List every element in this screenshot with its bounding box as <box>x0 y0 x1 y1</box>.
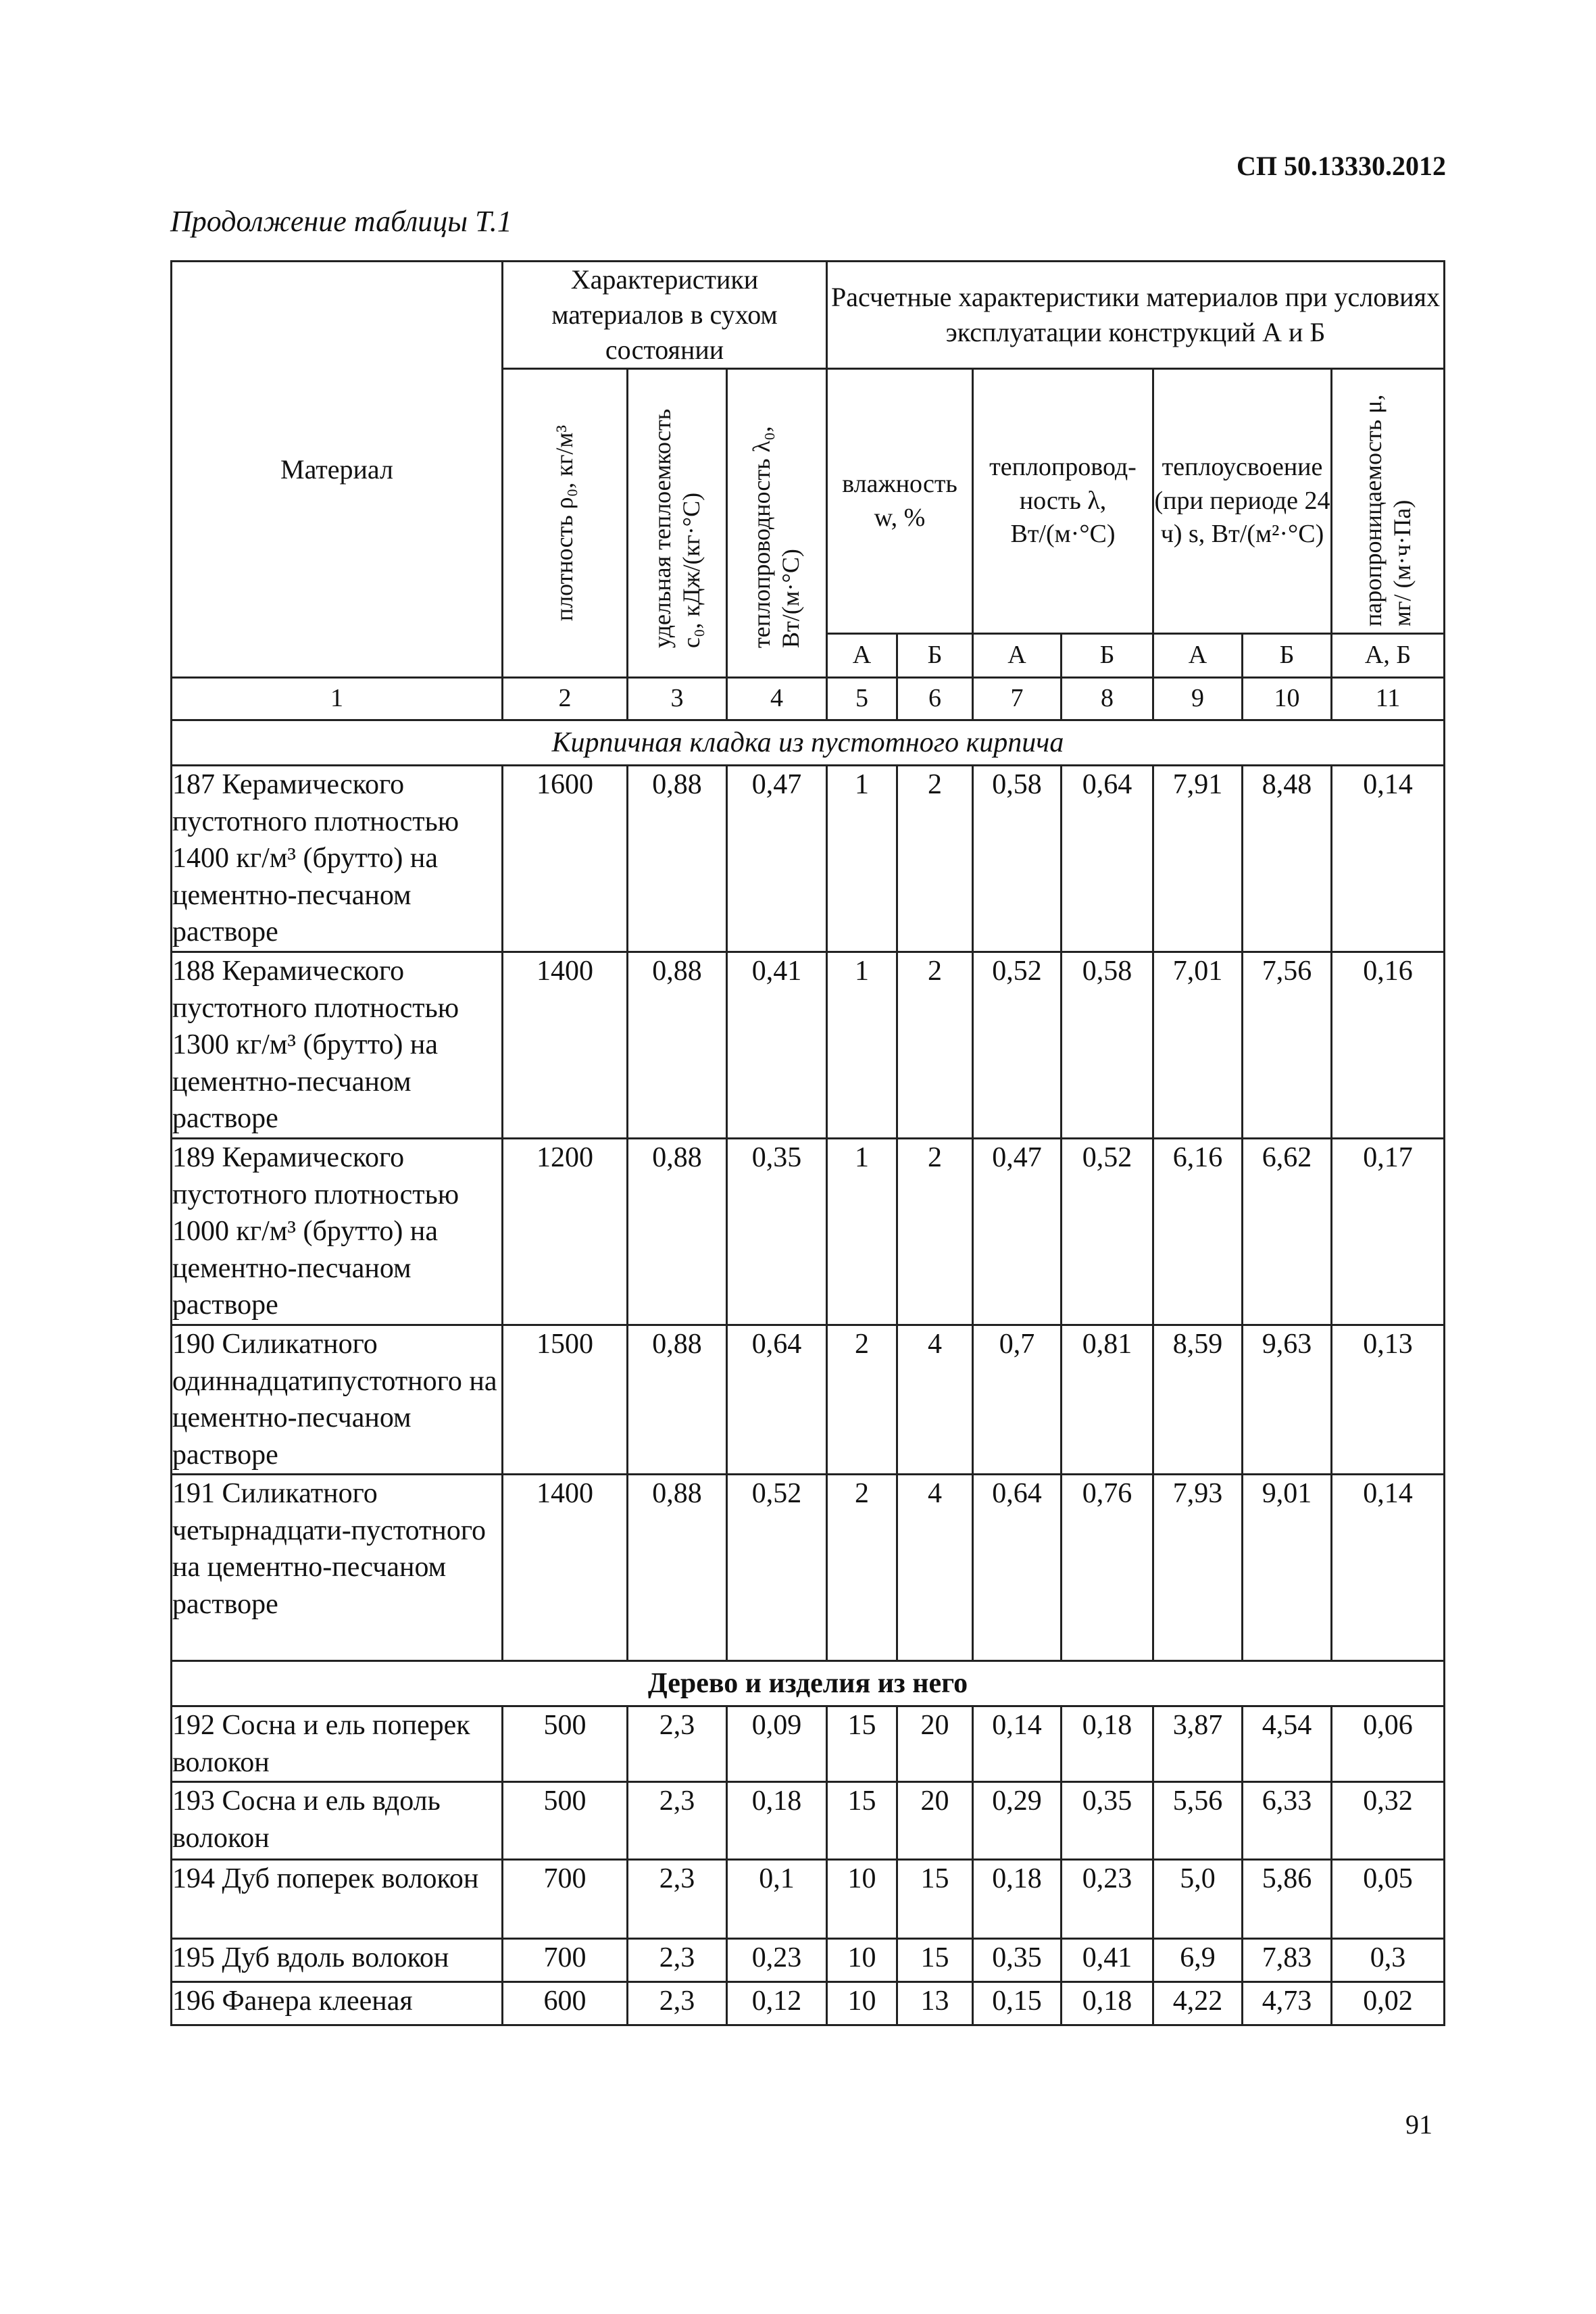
material-name: 187 Керамического пустотного плотностью 1400 кг/м³ (брутто) на цементно-песчаном растворе <box>172 766 503 952</box>
value-cell: 2,3 <box>628 1939 727 1982</box>
value-cell: 1 <box>827 1138 897 1325</box>
table-continuation-caption: Продолжение таблицы Т.1 <box>170 205 512 238</box>
value-cell: 8,59 <box>1153 1325 1243 1474</box>
section-brick <box>172 720 1445 766</box>
section-wood-title: Дерево и изделия из него <box>172 1661 1445 1706</box>
value-cell: 15 <box>897 1860 973 1939</box>
column-number: 2 <box>503 678 628 720</box>
value-cell: 4 <box>897 1325 973 1474</box>
value-cell: 0,14 <box>1332 766 1445 952</box>
value-cell: 0,41 <box>1062 1939 1153 1982</box>
value-cell: 1400 <box>503 952 628 1138</box>
table-row <box>172 766 1445 952</box>
value-cell: 4,22 <box>1153 1982 1243 2025</box>
section-wood <box>172 1661 1445 1706</box>
value-cell: 0,52 <box>1062 1138 1153 1325</box>
condition-label: Б <box>1062 634 1153 678</box>
column-number: 1 <box>172 678 503 720</box>
value-cell: 0,88 <box>628 1325 727 1474</box>
value-cell: 2 <box>827 1325 897 1474</box>
material-name: 190 Силикатного одиннадцатипустотного на цементно-песчаном растворе <box>172 1325 503 1474</box>
value-cell: 0,47 <box>973 1138 1062 1325</box>
value-cell: 0,17 <box>1332 1138 1445 1325</box>
value-cell: 1 <box>827 952 897 1138</box>
value-cell: 0,05 <box>1332 1860 1445 1939</box>
value-cell: 10 <box>827 1860 897 1939</box>
material-name: 195 Дуб вдоль волокон <box>172 1939 503 1982</box>
value-cell: 6,9 <box>1153 1939 1243 1982</box>
value-cell: 0,35 <box>973 1939 1062 1982</box>
value-cell: 2 <box>897 952 973 1138</box>
value-cell: 500 <box>503 1706 628 1782</box>
value-cell: 0,88 <box>628 952 727 1138</box>
condition-label: А, Б <box>1332 634 1445 678</box>
material-name: 196 Фанера клееная <box>172 1982 503 2025</box>
value-cell: 0,47 <box>727 766 827 952</box>
value-cell: 0,18 <box>973 1860 1062 1939</box>
table-row <box>172 1982 1445 2025</box>
document-code: СП 50.13330.2012 <box>1237 151 1446 181</box>
value-cell: 4,73 <box>1243 1982 1332 2025</box>
value-cell: 5,56 <box>1153 1782 1243 1860</box>
table-row <box>172 1939 1445 1982</box>
value-cell: 0,35 <box>1062 1782 1153 1860</box>
value-cell: 0,81 <box>1062 1325 1153 1474</box>
column-number: 10 <box>1243 678 1332 720</box>
header-heat-capacity: удельная теплоемкость c₀, кДж/(кг·°С) <box>628 369 727 678</box>
column-number: 4 <box>727 678 827 720</box>
table-row <box>172 1782 1445 1860</box>
value-cell: 0,88 <box>628 1138 727 1325</box>
value-cell: 7,91 <box>1153 766 1243 952</box>
value-cell: 7,01 <box>1153 952 1243 1138</box>
value-cell: 2 <box>897 1138 973 1325</box>
value-cell: 0,23 <box>727 1939 827 1982</box>
header-conductivity-dry: теплопроводность λ₀, Вт/(м·°С) <box>727 369 827 678</box>
table-row <box>172 952 1445 1138</box>
value-cell: 15 <box>827 1706 897 1782</box>
value-cell: 0,18 <box>1062 1982 1153 2025</box>
value-cell: 9,01 <box>1243 1475 1332 1661</box>
value-cell: 7,56 <box>1243 952 1332 1138</box>
value-cell: 2,3 <box>628 1782 727 1860</box>
material-name: 192 Сосна и ель поперек волокон <box>172 1706 503 1782</box>
value-cell: 13 <box>897 1982 973 2025</box>
value-cell: 4 <box>897 1475 973 1661</box>
material-name: 188 Керамического пустотного плотностью 1300 кг/м³ (брутто) на цементно-песчаном растворе <box>172 952 503 1138</box>
header-heat-absorption: теплоусвоение (при периоде 24 ч) s, Вт/(м²·°С) <box>1153 369 1332 634</box>
column-number: 8 <box>1062 678 1153 720</box>
value-cell: 1500 <box>503 1325 628 1474</box>
value-cell: 7,83 <box>1243 1939 1332 1982</box>
value-cell: 500 <box>503 1782 628 1860</box>
value-cell: 0,3 <box>1332 1939 1445 1982</box>
table-row <box>172 1706 1445 1782</box>
value-cell: 0,88 <box>628 1475 727 1661</box>
header-conductivity: теплопровод-ность λ, Вт/(м·°С) <box>973 369 1153 634</box>
value-cell: 2 <box>827 1475 897 1661</box>
value-cell: 0,41 <box>727 952 827 1138</box>
value-cell: 2,3 <box>628 1982 727 2025</box>
value-cell: 0,18 <box>727 1782 827 1860</box>
value-cell: 2,3 <box>628 1706 727 1782</box>
header-dry-group: Характеристики материалов в сухом состоянии <box>503 262 827 369</box>
value-cell: 0,29 <box>973 1782 1062 1860</box>
value-cell: 20 <box>897 1782 973 1860</box>
column-number: 9 <box>1153 678 1243 720</box>
value-cell: 0,32 <box>1332 1782 1445 1860</box>
value-cell: 0,64 <box>727 1325 827 1474</box>
value-cell: 0,16 <box>1332 952 1445 1138</box>
header-design-group: Расчетные характеристики материалов при условиях эксплуатации конструкций А и Б <box>827 262 1445 369</box>
value-cell: 0,14 <box>1332 1475 1445 1661</box>
material-name: 191 Силикатного четырнадцати-пустотного на цементно-песчаном растворе <box>172 1475 503 1661</box>
value-cell: 0,58 <box>1062 952 1153 1138</box>
value-cell: 0,02 <box>1332 1982 1445 2025</box>
value-cell: 1200 <box>503 1138 628 1325</box>
value-cell: 6,16 <box>1153 1138 1243 1325</box>
value-cell: 0,52 <box>727 1475 827 1661</box>
condition-label: А <box>1153 634 1243 678</box>
column-number: 6 <box>897 678 973 720</box>
value-cell: 600 <box>503 1982 628 2025</box>
header-material: Материал <box>172 262 503 678</box>
value-cell: 0,35 <box>727 1138 827 1325</box>
value-cell: 0,23 <box>1062 1860 1153 1939</box>
page-number: 91 <box>1405 2109 1432 2140</box>
value-cell: 0,14 <box>973 1706 1062 1782</box>
table-row <box>172 1475 1445 1661</box>
value-cell: 6,33 <box>1243 1782 1332 1860</box>
value-cell: 0,7 <box>973 1325 1062 1474</box>
material-name: 189 Керамического пустотного плотностью 1000 кг/м³ (брутто) на цементно-песчаном растворе <box>172 1138 503 1325</box>
value-cell: 0,15 <box>973 1982 1062 2025</box>
value-cell: 8,48 <box>1243 766 1332 952</box>
condition-label: А <box>973 634 1062 678</box>
header-density: плотность ρ₀, кг/м³ <box>503 369 628 678</box>
condition-label: А <box>827 634 897 678</box>
value-cell: 0,88 <box>628 766 727 952</box>
material-name: 194 Дуб поперек волокон <box>172 1860 503 1939</box>
materials-table <box>170 260 1445 2026</box>
value-cell: 0,13 <box>1332 1325 1445 1474</box>
value-cell: 0,64 <box>1062 766 1153 952</box>
value-cell: 9,63 <box>1243 1325 1332 1474</box>
value-cell: 0,58 <box>973 766 1062 952</box>
table-row <box>172 1325 1445 1474</box>
value-cell: 0,76 <box>1062 1475 1153 1661</box>
value-cell: 0,52 <box>973 952 1062 1138</box>
value-cell: 5,86 <box>1243 1860 1332 1939</box>
value-cell: 10 <box>827 1982 897 2025</box>
material-name: 193 Сосна и ель вдоль волокон <box>172 1782 503 1860</box>
column-number: 5 <box>827 678 897 720</box>
condition-label: Б <box>1243 634 1332 678</box>
value-cell: 7,93 <box>1153 1475 1243 1661</box>
value-cell: 15 <box>897 1939 973 1982</box>
column-number: 3 <box>628 678 727 720</box>
value-cell: 1 <box>827 766 897 952</box>
value-cell: 700 <box>503 1860 628 1939</box>
value-cell: 1600 <box>503 766 628 952</box>
value-cell: 1400 <box>503 1475 628 1661</box>
column-number-row <box>172 678 1445 720</box>
value-cell: 0,06 <box>1332 1706 1445 1782</box>
condition-label: Б <box>897 634 973 678</box>
value-cell: 3,87 <box>1153 1706 1243 1782</box>
value-cell: 20 <box>897 1706 973 1782</box>
value-cell: 4,54 <box>1243 1706 1332 1782</box>
value-cell: 0,64 <box>973 1475 1062 1661</box>
value-cell: 0,09 <box>727 1706 827 1782</box>
table-row <box>172 1860 1445 1939</box>
table-row <box>172 1138 1445 1325</box>
value-cell: 2 <box>897 766 973 952</box>
header-vapor-permeability: паропроницаемость μ, мг/ (м·ч·Па) <box>1332 369 1445 634</box>
value-cell: 15 <box>827 1782 897 1860</box>
column-number: 11 <box>1332 678 1445 720</box>
value-cell: 2,3 <box>628 1860 727 1939</box>
column-number: 7 <box>973 678 1062 720</box>
header-humidity: влажность w, % <box>827 369 973 634</box>
value-cell: 700 <box>503 1939 628 1982</box>
value-cell: 0,1 <box>727 1860 827 1939</box>
value-cell: 6,62 <box>1243 1138 1332 1325</box>
value-cell: 0,18 <box>1062 1706 1153 1782</box>
value-cell: 0,12 <box>727 1982 827 2025</box>
value-cell: 5,0 <box>1153 1860 1243 1939</box>
value-cell: 10 <box>827 1939 897 1982</box>
section-brick-title: Кирпичная кладка из пустотного кирпича <box>172 720 1445 766</box>
